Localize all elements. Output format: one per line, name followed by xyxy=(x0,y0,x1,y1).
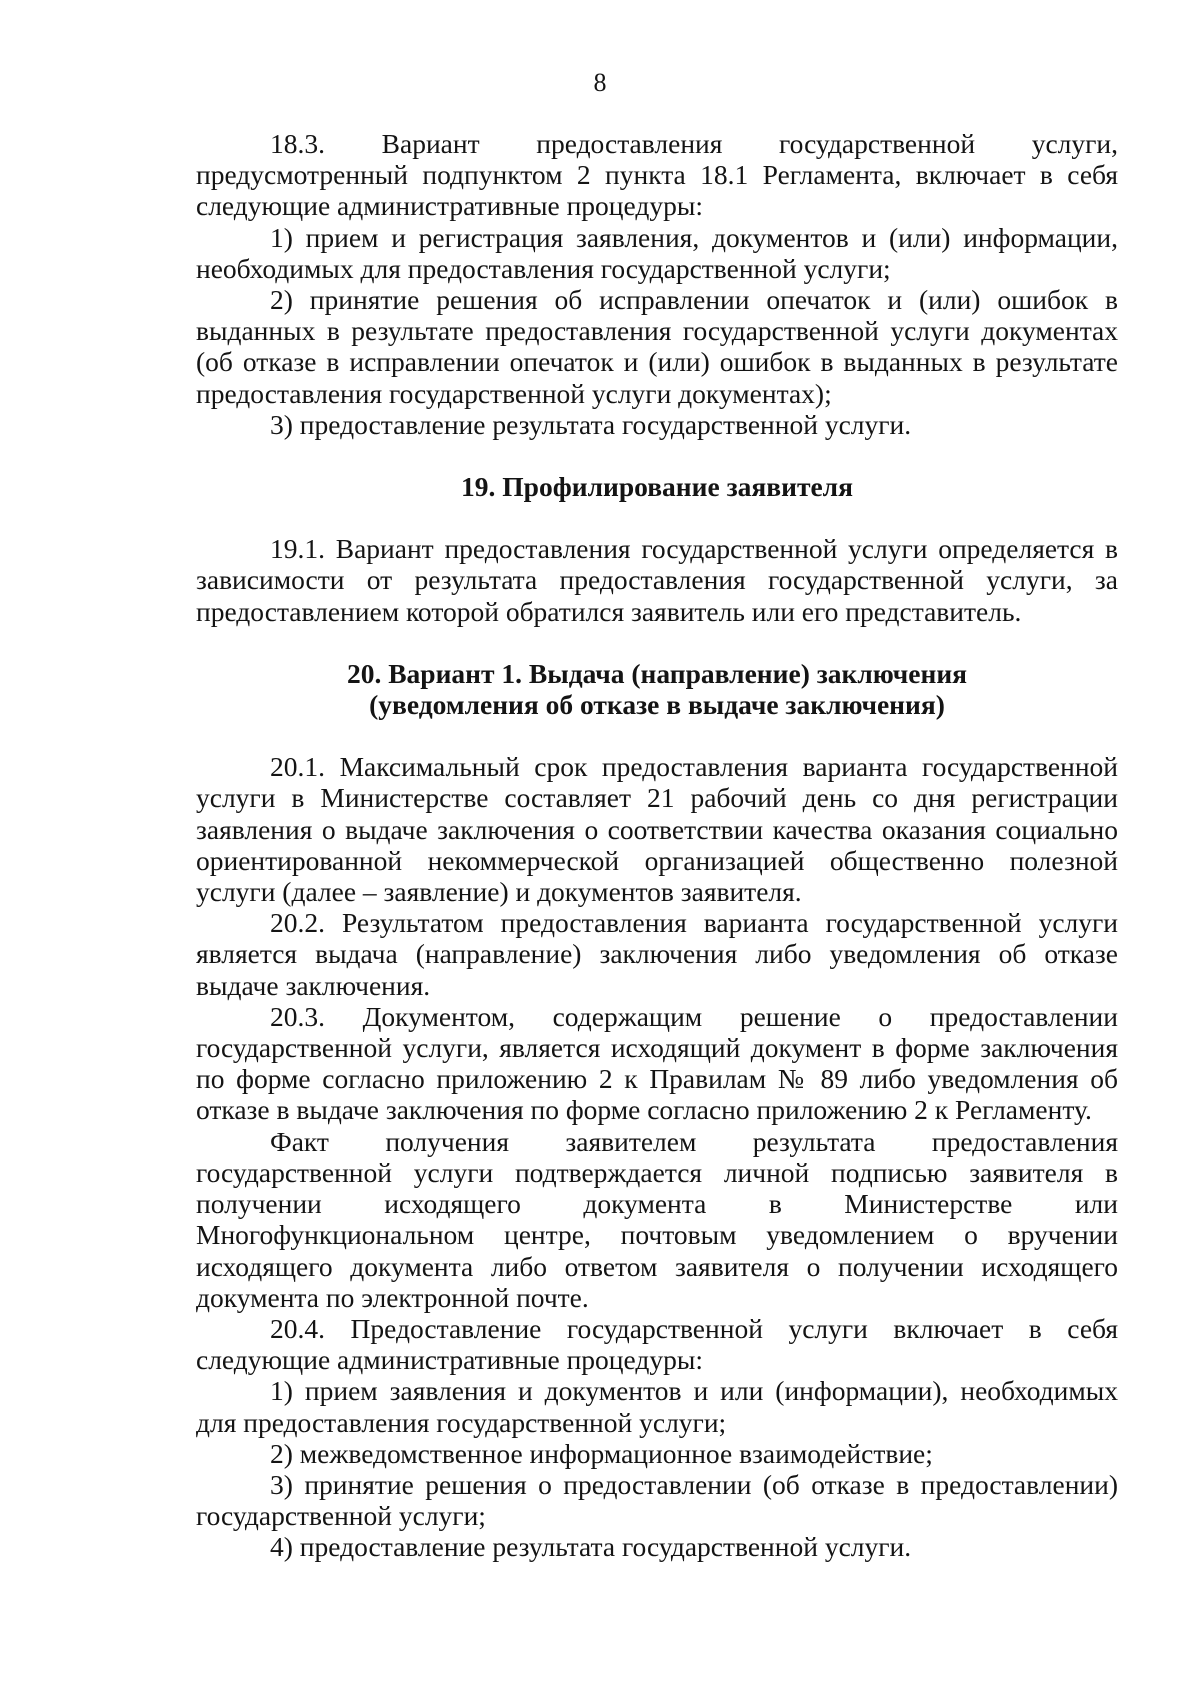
paragraph-20-4: 20.4. Предоставление государственной услуги включает в себя следующие административные процедуры: xyxy=(196,1312,1118,1376)
list-item: 1) прием заявления и документов и или (информации), необходимых для предоставления государственной услуги; xyxy=(196,1375,1118,1438)
list-item: 4) предоставление результата государственной услуги. xyxy=(270,1531,912,1563)
paragraph-18-3: 18.3. Вариант предоставления государственной услуги, предусмотренный подпунктом 2 пункта 18.1 Регламента, включает в себя следующие административные процедуры: xyxy=(196,128,1118,222)
list-item: 3) принятие решения о предоставлении (об отказе в предоставлении) государственной услуги; xyxy=(196,1468,1118,1532)
list-item: 2) межведомственное информационное взаимодействие; xyxy=(270,1437,933,1469)
document-body xyxy=(196,128,1118,1563)
page-number: 8 xyxy=(593,68,607,97)
paragraph-20-1: 20.1. Максимальный срок предоставления варианта государственной услуги в Министерстве составляет 21 рабочий день со дня регистрации заявления о выдаче заключения о соответствии качества оказания социально ориентированной некоммерческой организацией общественно полезной услуги (далее – заявление) и документов заявителя. xyxy=(196,751,1118,908)
list-item: 2) принятие решения об исправлении опечаток и (или) ошибок в выданных в результате предоставления государственной услуги документах (об отказе в исправлении опечаток и (или) ошибок в выданных в результате предоставления государственной услуги документах); xyxy=(196,284,1118,409)
section-heading-20-line1: 20. Вариант 1. Выдача (направление) заключения xyxy=(346,657,968,689)
paragraph-20-3: 20.3. Документом, содержащим решение о предоставлении государственной услуги, является исходящий документ в форме заключения по форме согласно приложению 2 к Правилам № 89 либо уведомления об отказе в выдаче заключения по форме согласно приложению 2 к Регламенту. xyxy=(196,1000,1118,1126)
section-heading-19: 19. Профилирование заявителя xyxy=(461,471,853,503)
section-heading-20-line2: (уведомления об отказе в выдаче заключения) xyxy=(369,689,945,721)
list-item: 1) прием и регистрация заявления, документов и (или) информации, необходимых для предоставления государственной услуги; xyxy=(196,221,1118,284)
paragraph-20-3-fact: Факт получения заявителем результата предоставления государственной услуги подтверждается личной подписью заявителя в получении исходящего документа в Министерстве или Многофункциональном центре, почтовым уведомлением о вручении исходящего документа либо ответом заявителя о получении исходящего документа по электронной почте. xyxy=(196,1125,1118,1313)
list-item: 3) предоставление результата государственной услуги. xyxy=(270,408,912,440)
paragraph-20-2: 20.2. Результатом предоставления варианта государственной услуги является выдача (направление) заключения либо уведомления об отказе выдаче заключения. xyxy=(196,907,1118,1001)
paragraph-19-1: 19.1. Вариант предоставления государственной услуги определяется в зависимости от результата предоставления государственной услуги, за предоставлением которой обратился заявитель или его представитель. xyxy=(196,533,1118,627)
